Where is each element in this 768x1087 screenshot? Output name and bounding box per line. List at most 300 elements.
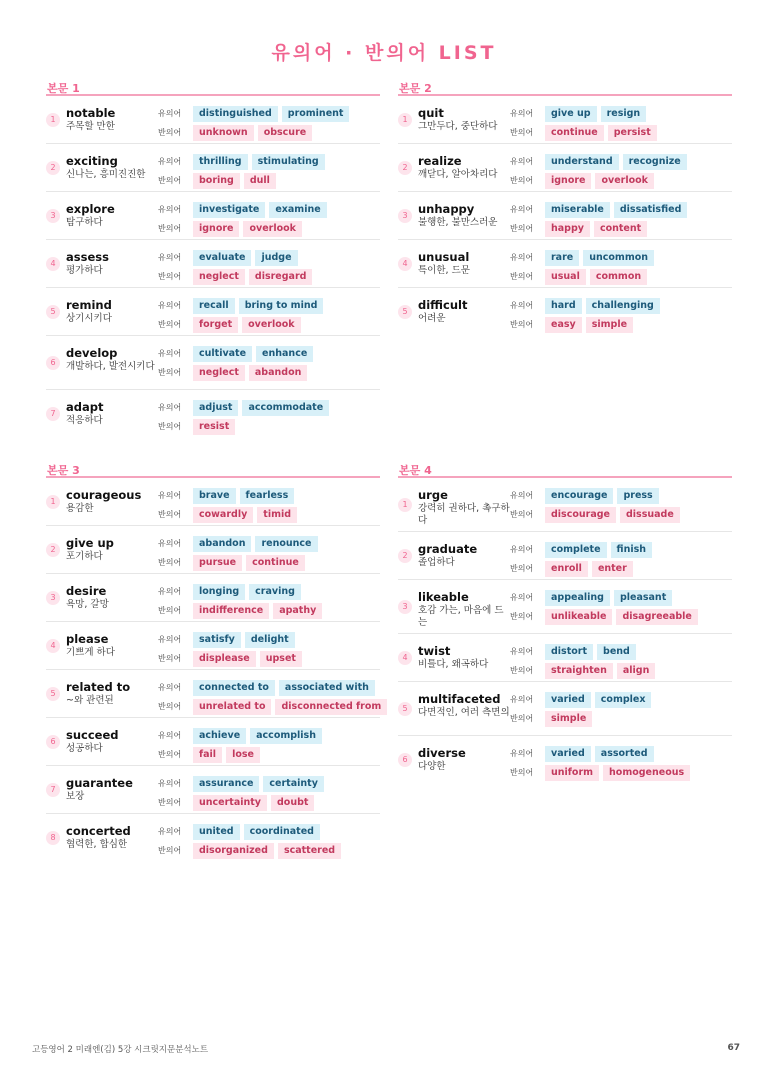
english-word: quit <box>418 106 444 120</box>
synonym-tag: understand <box>545 154 619 170</box>
antonym-row <box>510 506 684 523</box>
english-word: assess <box>66 250 109 264</box>
antonym-row <box>158 650 306 667</box>
antonym-tag: happy <box>545 221 590 237</box>
word-block <box>66 824 158 851</box>
vocab-entry <box>46 390 380 438</box>
synonym-tag: judge <box>255 250 297 266</box>
korean-meaning: 다양한 <box>418 761 446 772</box>
antonym-tag: unlikeable <box>545 609 612 625</box>
synonym-row <box>158 631 299 648</box>
antonym-label: 반의어 <box>158 702 182 711</box>
synonym-tag: achieve <box>193 728 246 744</box>
entry-number: 7 <box>46 407 60 421</box>
english-word: unhappy <box>418 202 475 216</box>
synonym-row <box>158 399 333 416</box>
antonym-tag: forget <box>193 317 238 333</box>
synonym-tag: united <box>193 824 240 840</box>
synonym-tag: bring to mind <box>239 298 324 314</box>
synonym-label: 유의어 <box>510 157 534 166</box>
synonym-row <box>158 487 298 504</box>
korean-meaning: 욕망, 갈망 <box>66 599 109 610</box>
english-word: give up <box>66 536 114 550</box>
section-3 <box>46 462 380 862</box>
antonym-tag: dissuade <box>620 507 680 523</box>
synonym-row <box>158 153 329 170</box>
antonym-row <box>158 220 306 237</box>
entry-number: 2 <box>46 543 60 557</box>
antonym-tag: content <box>594 221 647 237</box>
antonym-tag: persist <box>608 125 657 141</box>
antonym-tag: overlook <box>243 221 301 237</box>
korean-meaning: 주목할 만한 <box>66 121 115 132</box>
synonym-label: 유의어 <box>158 109 182 118</box>
antonym-row <box>158 418 239 435</box>
english-word: unusual <box>418 250 470 264</box>
synonym-row <box>158 297 327 314</box>
synonym-label: 유의어 <box>158 403 182 412</box>
word-block <box>66 400 158 427</box>
vocab-entry <box>46 814 380 862</box>
footer-text: 고등영어 2 미래엔(김) 5강 시크릿지문분석노트 <box>32 1045 209 1055</box>
antonym-tag: simple <box>586 317 633 333</box>
korean-meaning: 신나는, 흥미진진한 <box>66 169 146 180</box>
synonym-tag: varied <box>545 692 591 708</box>
vocab-entry <box>46 478 380 526</box>
entry-number: 7 <box>46 783 60 797</box>
vocab-entry <box>398 192 732 240</box>
antonym-row <box>510 172 658 189</box>
entry-number: 5 <box>398 702 412 716</box>
vocab-entry <box>46 288 380 336</box>
vocab-entry <box>46 144 380 192</box>
antonym-tag: continue <box>246 555 305 571</box>
antonym-row <box>510 316 637 333</box>
antonym-tag: disagreeable <box>616 609 697 625</box>
antonym-tag: ignore <box>193 221 239 237</box>
entry-number: 4 <box>46 639 60 653</box>
vocab-entry <box>398 96 732 144</box>
synonym-row <box>158 105 353 122</box>
entry-number: 6 <box>398 753 412 767</box>
english-word: adapt <box>66 400 104 414</box>
synonym-row <box>510 691 655 708</box>
entry-number: 5 <box>46 687 60 701</box>
synonym-label: 유의어 <box>158 349 182 358</box>
vocab-entry <box>398 240 732 288</box>
english-word: guarantee <box>66 776 133 790</box>
synonym-label: 유의어 <box>510 545 534 554</box>
vocab-entry <box>398 478 732 532</box>
entry-number: 1 <box>46 113 60 127</box>
synonym-tag: recall <box>193 298 235 314</box>
synonym-tag: miserable <box>545 202 610 218</box>
antonym-tag: overlook <box>595 173 653 189</box>
synonym-label: 유의어 <box>510 695 534 704</box>
entry-number: 3 <box>46 209 60 223</box>
english-word: difficult <box>418 298 468 312</box>
antonym-tag: uncertainty <box>193 795 267 811</box>
antonym-tag: apathy <box>273 603 322 619</box>
synonym-tag: delight <box>245 632 295 648</box>
synonym-tag: examine <box>269 202 326 218</box>
antonym-tag: common <box>590 269 647 285</box>
entry-number: 6 <box>46 735 60 749</box>
antonym-tag: simple <box>545 711 592 727</box>
antonym-tag: doubt <box>271 795 314 811</box>
vocab-entry <box>46 336 380 390</box>
antonym-tag: neglect <box>193 269 245 285</box>
antonym-tag: disregard <box>249 269 313 285</box>
vocab-entry <box>398 580 732 634</box>
synonym-label: 유의어 <box>158 779 182 788</box>
synonym-tag: complete <box>545 542 607 558</box>
vocab-entry <box>398 736 732 784</box>
antonym-label: 반의어 <box>158 224 182 233</box>
synonym-tag: distinguished <box>193 106 278 122</box>
english-word: courageous <box>66 488 142 502</box>
korean-meaning: 다면적인, 여러 측면의 <box>418 707 510 718</box>
synonym-row <box>510 105 650 122</box>
synonym-tag: abandon <box>193 536 251 552</box>
antonym-tag: enroll <box>545 561 588 577</box>
antonym-tag: boring <box>193 173 240 189</box>
synonym-tag: pleasant <box>614 590 672 606</box>
antonym-tag: ignore <box>545 173 591 189</box>
vocab-entry <box>46 670 380 718</box>
entry-number: 3 <box>46 591 60 605</box>
section-2 <box>398 80 732 336</box>
word-block <box>66 584 158 611</box>
synonym-tag: appealing <box>545 590 610 606</box>
english-word: related to <box>66 680 131 694</box>
antonym-row <box>158 268 316 285</box>
word-block <box>66 346 158 373</box>
synonym-label: 유의어 <box>510 749 534 758</box>
antonym-row <box>158 172 280 189</box>
antonym-tag: continue <box>545 125 604 141</box>
antonym-row <box>158 364 311 381</box>
antonym-label: 반의어 <box>158 750 182 759</box>
antonym-label: 반의어 <box>510 564 534 573</box>
korean-meaning: 특이한, 드문 <box>418 265 470 276</box>
english-word: graduate <box>418 542 478 556</box>
entry-number: 3 <box>398 600 412 614</box>
word-block <box>66 728 158 755</box>
antonym-row <box>158 794 318 811</box>
korean-meaning: 기쁘게 하다 <box>66 647 115 658</box>
korean-meaning: 평가하다 <box>66 265 103 276</box>
entry-number: 2 <box>398 161 412 175</box>
word-block <box>418 298 510 325</box>
entry-number: 5 <box>398 305 412 319</box>
word-block <box>66 632 158 659</box>
synonym-tag: certainty <box>263 776 323 792</box>
antonym-tag: usual <box>545 269 586 285</box>
vocab-entry <box>46 192 380 240</box>
word-block <box>418 250 510 277</box>
synonym-row <box>510 541 656 558</box>
antonym-label: 반의어 <box>158 606 182 615</box>
synonym-tag: assurance <box>193 776 259 792</box>
synonym-label: 유의어 <box>158 301 182 310</box>
synonym-tag: varied <box>545 746 591 762</box>
synonym-tag: uncommon <box>583 250 654 266</box>
english-word: develop <box>66 346 118 360</box>
antonym-row <box>158 554 309 571</box>
synonym-label: 유의어 <box>158 587 182 596</box>
section-title: 본문 3 <box>46 462 380 478</box>
entry-number: 8 <box>46 831 60 845</box>
word-block <box>418 692 510 719</box>
korean-meaning: 호감 가는, 마음에 드는 <box>418 605 504 628</box>
korean-meaning: 포기하다 <box>66 551 103 562</box>
word-block <box>66 488 158 515</box>
synonym-row <box>158 823 324 840</box>
antonym-tag: pursue <box>193 555 242 571</box>
antonym-label: 반의어 <box>510 128 534 137</box>
synonym-tag: give up <box>545 106 597 122</box>
antonym-tag: neglect <box>193 365 245 381</box>
antonym-tag: obscure <box>258 125 313 141</box>
antonym-tag: indifference <box>193 603 269 619</box>
english-word: likeable <box>418 590 469 604</box>
korean-meaning: 성공하다 <box>66 743 103 754</box>
synonym-tag: challenging <box>586 298 660 314</box>
synonym-row <box>510 201 691 218</box>
korean-meaning: 보장 <box>66 791 85 802</box>
word-block <box>418 154 510 181</box>
english-word: twist <box>418 644 451 658</box>
korean-meaning: 적응하다 <box>66 415 103 426</box>
english-word: notable <box>66 106 116 120</box>
synonym-label: 유의어 <box>510 205 534 214</box>
synonym-row <box>158 727 326 744</box>
synonym-tag: assorted <box>595 746 654 762</box>
antonym-row <box>510 220 651 237</box>
section-title: 본문 2 <box>398 80 732 96</box>
word-block <box>418 202 510 229</box>
synonym-tag: distort <box>545 644 593 660</box>
antonym-tag: resist <box>193 419 235 435</box>
synonym-tag: associated with <box>279 680 375 696</box>
antonym-tag: homogeneous <box>603 765 690 781</box>
antonym-tag: uniform <box>545 765 599 781</box>
word-block <box>66 106 158 133</box>
synonym-tag: adjust <box>193 400 238 416</box>
antonym-label: 반의어 <box>510 224 534 233</box>
english-word: concerted <box>66 824 131 838</box>
synonym-row <box>158 583 305 600</box>
antonym-row <box>158 698 391 715</box>
synonym-tag: complex <box>595 692 652 708</box>
antonym-row <box>510 268 651 285</box>
synonym-row <box>158 775 328 792</box>
synonym-tag: craving <box>249 584 301 600</box>
synonym-tag: accomplish <box>250 728 322 744</box>
antonym-label: 반의어 <box>158 558 182 567</box>
word-block <box>66 154 158 181</box>
synonym-label: 유의어 <box>158 491 182 500</box>
antonym-tag: cowardly <box>193 507 253 523</box>
page-number: 67 <box>727 1043 740 1053</box>
antonym-label: 반의어 <box>510 714 534 723</box>
korean-meaning: 협력한, 합심한 <box>66 839 128 850</box>
antonym-tag: overlook <box>242 317 300 333</box>
synonym-tag: satisfy <box>193 632 241 648</box>
synonym-tag: dissatisfied <box>614 202 688 218</box>
antonym-label: 반의어 <box>510 666 534 675</box>
word-block <box>66 202 158 229</box>
synonym-tag: connected to <box>193 680 275 696</box>
antonym-row <box>158 602 326 619</box>
antonym-row <box>158 506 301 523</box>
antonym-tag: straighten <box>545 663 613 679</box>
synonym-tag: recognize <box>623 154 687 170</box>
vocab-entry <box>46 718 380 766</box>
synonym-label: 유의어 <box>510 253 534 262</box>
synonym-label: 유의어 <box>510 647 534 656</box>
synonym-row <box>510 153 691 170</box>
synonym-label: 유의어 <box>158 157 182 166</box>
antonym-row <box>510 710 596 727</box>
synonym-row <box>510 745 658 762</box>
antonym-label: 반의어 <box>510 320 534 329</box>
synonym-row <box>158 345 317 362</box>
synonym-tag: stimulating <box>252 154 325 170</box>
vocab-entry <box>398 288 732 336</box>
antonym-label: 반의어 <box>158 654 182 663</box>
word-block <box>418 644 510 671</box>
word-block <box>418 106 510 133</box>
english-word: explore <box>66 202 115 216</box>
korean-meaning: 어려운 <box>418 313 446 324</box>
entry-number: 1 <box>398 498 412 512</box>
synonym-tag: resign <box>601 106 647 122</box>
synonym-label: 유의어 <box>158 827 182 836</box>
korean-meaning: 비틀다, 왜곡하다 <box>418 659 489 670</box>
antonym-row <box>510 560 637 577</box>
korean-meaning: 불행한, 불만스러운 <box>418 217 498 228</box>
word-block <box>418 746 510 773</box>
word-block <box>66 298 158 325</box>
english-word: multifaceted <box>418 692 501 706</box>
antonym-tag: unknown <box>193 125 254 141</box>
vocab-entry <box>46 240 380 288</box>
section-title: 본문 1 <box>46 80 380 96</box>
antonym-label: 반의어 <box>158 422 182 431</box>
synonym-label: 유의어 <box>158 539 182 548</box>
synonym-label: 유의어 <box>158 683 182 692</box>
vocab-entry <box>398 532 732 580</box>
antonym-label: 반의어 <box>158 368 182 377</box>
synonym-row <box>158 535 322 552</box>
vocab-entry <box>46 526 380 574</box>
antonym-tag: scattered <box>278 843 341 859</box>
section-title: 본문 4 <box>398 462 732 478</box>
vocab-entry <box>46 574 380 622</box>
synonym-row <box>510 487 663 504</box>
korean-meaning: 졸업하다 <box>418 557 455 568</box>
synonym-row <box>158 249 302 266</box>
synonym-tag: fearless <box>240 488 295 504</box>
synonym-label: 유의어 <box>510 491 534 500</box>
synonym-tag: encourage <box>545 488 613 504</box>
antonym-label: 반의어 <box>158 798 182 807</box>
antonym-tag: disorganized <box>193 843 274 859</box>
antonym-tag: enter <box>592 561 633 577</box>
synonym-row <box>510 249 658 266</box>
word-block <box>418 488 510 527</box>
entry-number: 1 <box>46 495 60 509</box>
synonym-label: 유의어 <box>158 205 182 214</box>
english-word: desire <box>66 584 107 598</box>
antonym-label: 반의어 <box>158 320 182 329</box>
antonym-tag: unrelated to <box>193 699 271 715</box>
korean-meaning: 탐구하다 <box>66 217 103 228</box>
vocab-entry <box>398 682 732 736</box>
synonym-tag: thrilling <box>193 154 248 170</box>
synonym-label: 유의어 <box>158 635 182 644</box>
antonym-row <box>510 608 702 625</box>
antonym-label: 반의어 <box>158 846 182 855</box>
entry-number: 2 <box>46 161 60 175</box>
synonym-label: 유의어 <box>510 109 534 118</box>
antonym-tag: timid <box>257 507 297 523</box>
entry-number: 4 <box>398 651 412 665</box>
entry-number: 1 <box>398 113 412 127</box>
antonym-row <box>158 316 305 333</box>
antonym-label: 반의어 <box>158 128 182 137</box>
antonym-row <box>510 764 694 781</box>
antonym-tag: align <box>617 663 656 679</box>
synonym-row <box>158 679 379 696</box>
synonym-row <box>510 643 640 660</box>
synonym-tag: bend <box>597 644 636 660</box>
antonym-row <box>510 124 661 141</box>
word-block <box>66 776 158 803</box>
synonym-row <box>510 589 676 606</box>
entry-number: 4 <box>46 257 60 271</box>
section-1 <box>46 80 380 438</box>
antonym-label: 반의어 <box>158 176 182 185</box>
entry-number: 6 <box>46 356 60 370</box>
page-title: 유의어 · 반의어 LIST <box>271 42 497 64</box>
entry-number: 3 <box>398 209 412 223</box>
synonym-label: 유의어 <box>510 593 534 602</box>
english-word: please <box>66 632 109 646</box>
korean-meaning: 상기시키다 <box>66 313 112 324</box>
antonym-row <box>158 746 264 763</box>
synonym-tag: prominent <box>282 106 350 122</box>
english-word: remind <box>66 298 112 312</box>
synonym-row <box>158 201 331 218</box>
word-block <box>66 250 158 277</box>
antonym-row <box>158 124 316 141</box>
synonym-tag: coordinated <box>244 824 320 840</box>
vocab-entry <box>398 144 732 192</box>
antonym-label: 반의어 <box>510 612 534 621</box>
vocab-entry <box>46 96 380 144</box>
vocab-entry <box>46 766 380 814</box>
antonym-label: 반의어 <box>158 272 182 281</box>
korean-meaning: 깨닫다, 알아차리다 <box>418 169 498 180</box>
synonym-tag: brave <box>193 488 236 504</box>
word-block <box>66 680 158 707</box>
vocab-entry <box>46 622 380 670</box>
synonym-tag: enhance <box>256 346 313 362</box>
antonym-tag: abandon <box>249 365 307 381</box>
